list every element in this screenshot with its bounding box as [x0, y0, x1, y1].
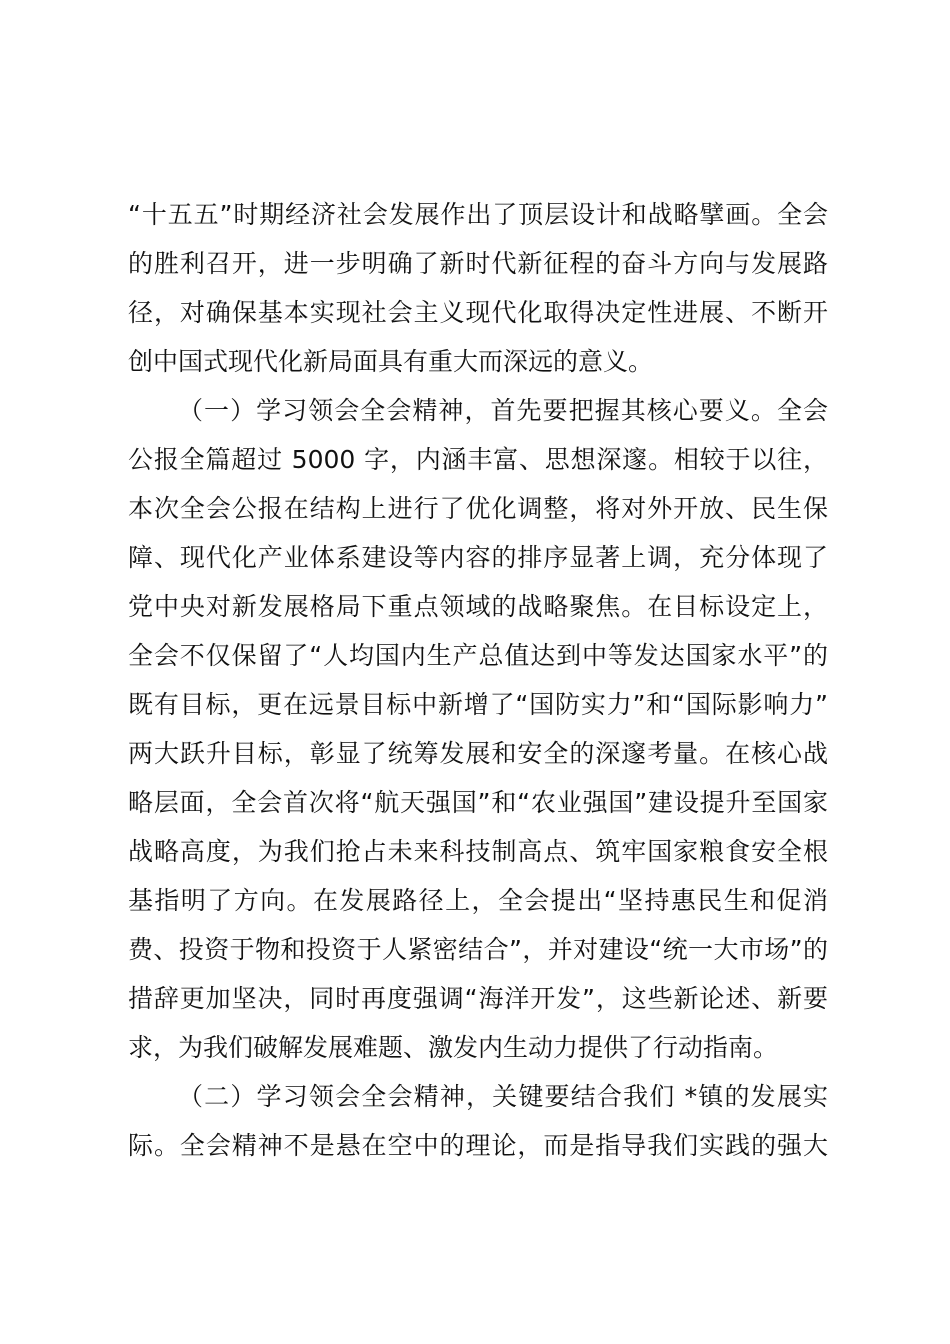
text-line: 本次全会公报在结构上进行了优化调整，将对外开放、民生保 [128, 494, 828, 523]
text-line: 基指明了方向。在发展路径上，全会提出“坚持惠民生和促消 [128, 886, 828, 915]
text-line: 措辞更加坚决，同时再度强调“海洋开发”，这些新论述、新要 [128, 984, 828, 1013]
text-line: 障、现代化产业体系建设等内容的排序显著上调，充分体现了 [128, 543, 828, 572]
paragraph-3 [128, 1072, 828, 1170]
text-line: 的胜利召开，进一步明确了新时代新征程的奋斗方向与发展路 [128, 249, 828, 278]
text-line: （一）学习领会全会精神，首先要把握其核心要义。全会 [178, 396, 828, 425]
text-line: 际。全会精神不是悬在空中的理论，而是指导我们实践的强大 [128, 1131, 828, 1160]
text-line: 战略高度，为我们抢占未来科技制高点、筑牢国家粮食安全根 [128, 837, 828, 866]
text-line: 求，为我们破解发展难题、激发内生动力提供了行动指南。 [128, 1033, 779, 1062]
text-line: （二）学习领会全会精神，关键要结合我们 *镇的发展实 [178, 1082, 828, 1111]
text-line: 费、投资于物和投资于人紧密结合”，并对建设“统一大市场”的 [128, 935, 828, 964]
paragraph-2 [128, 386, 828, 1072]
text-line: “十五五”时期经济社会发展作出了顶层设计和战略擘画。全会 [128, 200, 828, 229]
text-line: 略层面，全会首次将“航天强国”和“农业强国”建设提升至国家 [128, 788, 828, 817]
body-text [128, 190, 828, 1170]
text-line: 两大跃升目标，彰显了统筹发展和安全的深邃考量。在核心战 [128, 739, 828, 768]
text-line: 公报全篇超过 5000 字，内涵丰富、思想深邃。相较于以往， [128, 445, 828, 474]
text-line: 创中国式现代化新局面具有重大而深远的意义。 [128, 347, 654, 376]
text-line: 全会不仅保留了“人均国内生产总值达到中等发达国家水平”的 [128, 641, 828, 670]
text-line: 党中央对新发展格局下重点领域的战略聚焦。在目标设定上， [128, 592, 828, 621]
text-line: 径，对确保基本实现社会主义现代化取得决定性进展、不断开 [128, 298, 828, 327]
text-line: 既有目标，更在远景目标中新增了“国防实力”和“国际影响力” [128, 690, 828, 719]
paragraph-1 [128, 190, 828, 386]
